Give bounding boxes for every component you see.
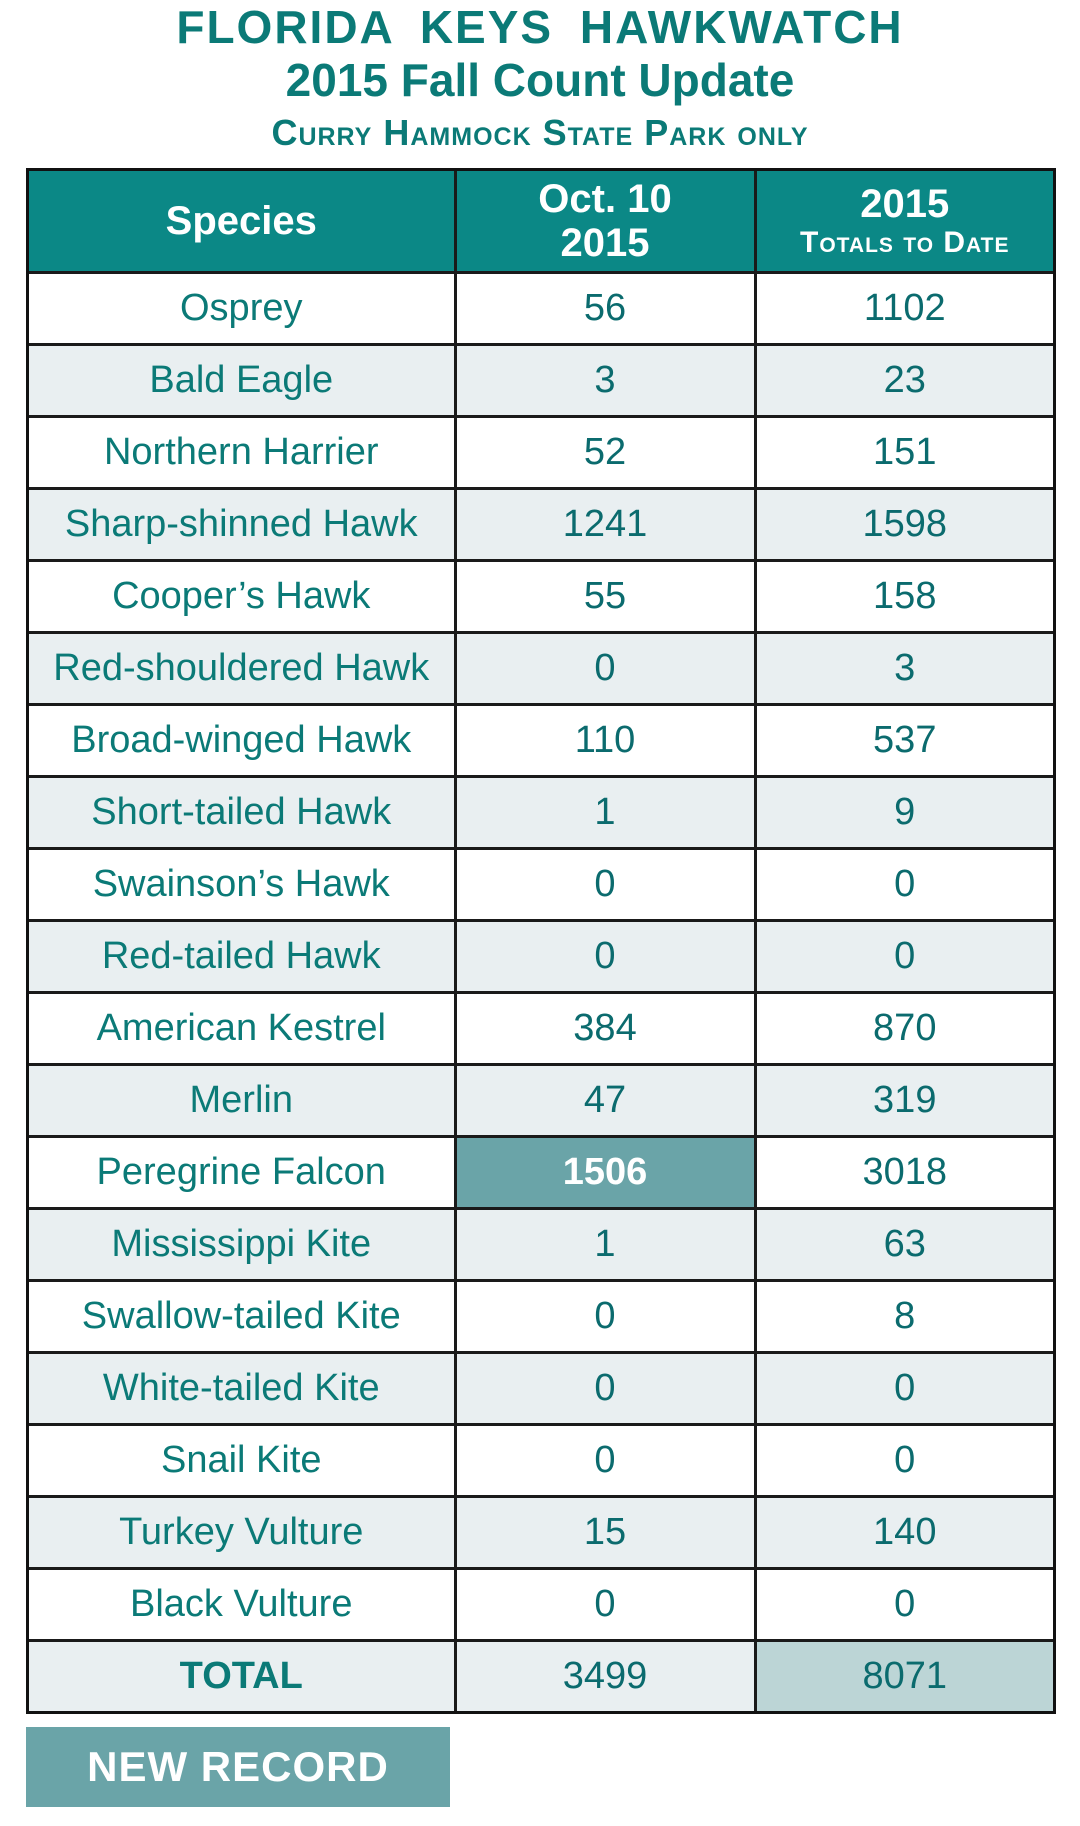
table-row bbox=[29, 849, 1053, 921]
season-total-cell: 3 bbox=[755, 633, 1053, 705]
season-total-cell: 0 bbox=[755, 1569, 1053, 1641]
species-header-label: Species bbox=[165, 199, 317, 243]
table-row bbox=[29, 1569, 1053, 1641]
table-row bbox=[29, 345, 1053, 417]
total-season-cell: 8071 bbox=[755, 1641, 1053, 1712]
table-row bbox=[29, 273, 1053, 345]
table-row bbox=[29, 1425, 1053, 1497]
total-day-count-cell: 3499 bbox=[455, 1641, 755, 1712]
season-total-cell: 870 bbox=[755, 993, 1053, 1065]
total-row bbox=[29, 1641, 1053, 1712]
species-cell: Cooper’s Hawk bbox=[29, 561, 455, 633]
species-cell: Turkey Vulture bbox=[29, 1497, 455, 1569]
table-row bbox=[29, 1281, 1053, 1353]
species-cell: Short-tailed Hawk bbox=[29, 777, 455, 849]
hawk-count-table bbox=[29, 171, 1053, 1711]
season-total-cell: 151 bbox=[755, 417, 1053, 489]
species-cell: American Kestrel bbox=[29, 993, 455, 1065]
species-cell: White-tailed Kite bbox=[29, 1353, 455, 1425]
day-count-cell: 55 bbox=[455, 561, 755, 633]
species-cell: Black Vulture bbox=[29, 1569, 455, 1641]
table-row bbox=[29, 1065, 1053, 1137]
table-row bbox=[29, 1353, 1053, 1425]
species-cell: Broad-winged Hawk bbox=[29, 705, 455, 777]
table-row bbox=[29, 705, 1053, 777]
season-total-cell: 140 bbox=[755, 1497, 1053, 1569]
table-row bbox=[29, 1209, 1053, 1281]
table-row bbox=[29, 633, 1053, 705]
table-row bbox=[29, 993, 1053, 1065]
season-total-cell: 319 bbox=[755, 1065, 1053, 1137]
day-count-cell: 56 bbox=[455, 273, 755, 345]
column-header-day-count bbox=[455, 171, 755, 273]
season-total-cell: 23 bbox=[755, 345, 1053, 417]
day-count-cell: 3 bbox=[455, 345, 755, 417]
location-subtitle: Curry Hammock State Park only bbox=[271, 112, 809, 153]
day-count-cell: 1241 bbox=[455, 489, 755, 561]
column-header-season-total bbox=[755, 171, 1053, 273]
season-total-cell: 1598 bbox=[755, 489, 1053, 561]
table-row bbox=[29, 561, 1053, 633]
day-count-cell: 0 bbox=[455, 1281, 755, 1353]
day-count-cell: 0 bbox=[455, 1425, 755, 1497]
hawk-count-table-container bbox=[26, 168, 1056, 1714]
day-count-cell: 1 bbox=[455, 1209, 755, 1281]
species-cell: Swainson’s Hawk bbox=[29, 849, 455, 921]
new-record-day-count-cell: 1506 bbox=[455, 1137, 755, 1209]
day-count-cell: 47 bbox=[455, 1065, 755, 1137]
season-total-cell: 9 bbox=[755, 777, 1053, 849]
day-count-cell: 0 bbox=[455, 1569, 755, 1641]
species-cell: Snail Kite bbox=[29, 1425, 455, 1497]
species-cell: Peregrine Falcon bbox=[29, 1137, 455, 1209]
table-row bbox=[29, 417, 1053, 489]
season-total-cell: 63 bbox=[755, 1209, 1053, 1281]
day-count-cell: 15 bbox=[455, 1497, 755, 1569]
page-subtitle: 2015 Fall Count Update bbox=[285, 54, 795, 106]
table-header-row bbox=[29, 171, 1053, 273]
column-header-species bbox=[29, 171, 455, 273]
day-header-line1: Oct. 10 bbox=[538, 177, 672, 221]
total-label-cell: TOTAL bbox=[29, 1641, 455, 1712]
page-title: FLORIDA KEYS HAWKWATCH bbox=[176, 1, 904, 53]
season-total-cell: 537 bbox=[755, 705, 1053, 777]
day-count-cell: 1 bbox=[455, 777, 755, 849]
day-count-cell: 0 bbox=[455, 633, 755, 705]
season-total-cell: 0 bbox=[755, 1353, 1053, 1425]
species-cell: Mississippi Kite bbox=[29, 1209, 455, 1281]
species-cell: Red-shouldered Hawk bbox=[29, 633, 455, 705]
species-cell: Osprey bbox=[29, 273, 455, 345]
species-cell: Merlin bbox=[29, 1065, 455, 1137]
species-cell: Sharp-shinned Hawk bbox=[29, 489, 455, 561]
table-row bbox=[29, 921, 1053, 993]
season-total-cell: 3018 bbox=[755, 1137, 1053, 1209]
day-count-cell: 384 bbox=[455, 993, 755, 1065]
table-row bbox=[29, 1137, 1053, 1209]
total-header-line2: Totals to Date bbox=[800, 226, 1010, 259]
day-header-line2: 2015 bbox=[560, 221, 650, 265]
season-total-cell: 1102 bbox=[755, 273, 1053, 345]
table-row bbox=[29, 777, 1053, 849]
table-row bbox=[29, 1497, 1053, 1569]
season-total-cell: 158 bbox=[755, 561, 1053, 633]
day-count-cell: 110 bbox=[455, 705, 755, 777]
table-row bbox=[29, 489, 1053, 561]
season-total-cell: 0 bbox=[755, 1425, 1053, 1497]
season-total-cell: 0 bbox=[755, 921, 1053, 993]
day-count-cell: 0 bbox=[455, 1353, 755, 1425]
day-count-cell: 0 bbox=[455, 921, 755, 993]
season-total-cell: 8 bbox=[755, 1281, 1053, 1353]
species-cell: Northern Harrier bbox=[29, 417, 455, 489]
new-record-legend: NEW RECORD bbox=[26, 1727, 450, 1807]
day-count-cell: 0 bbox=[455, 849, 755, 921]
species-cell: Bald Eagle bbox=[29, 345, 455, 417]
species-cell: Red-tailed Hawk bbox=[29, 921, 455, 993]
title-block bbox=[0, 0, 1080, 158]
species-cell: Swallow-tailed Kite bbox=[29, 1281, 455, 1353]
season-total-cell: 0 bbox=[755, 849, 1053, 921]
total-header-line1: 2015 bbox=[860, 182, 950, 226]
table-body bbox=[29, 273, 1053, 1712]
day-count-cell: 52 bbox=[455, 417, 755, 489]
